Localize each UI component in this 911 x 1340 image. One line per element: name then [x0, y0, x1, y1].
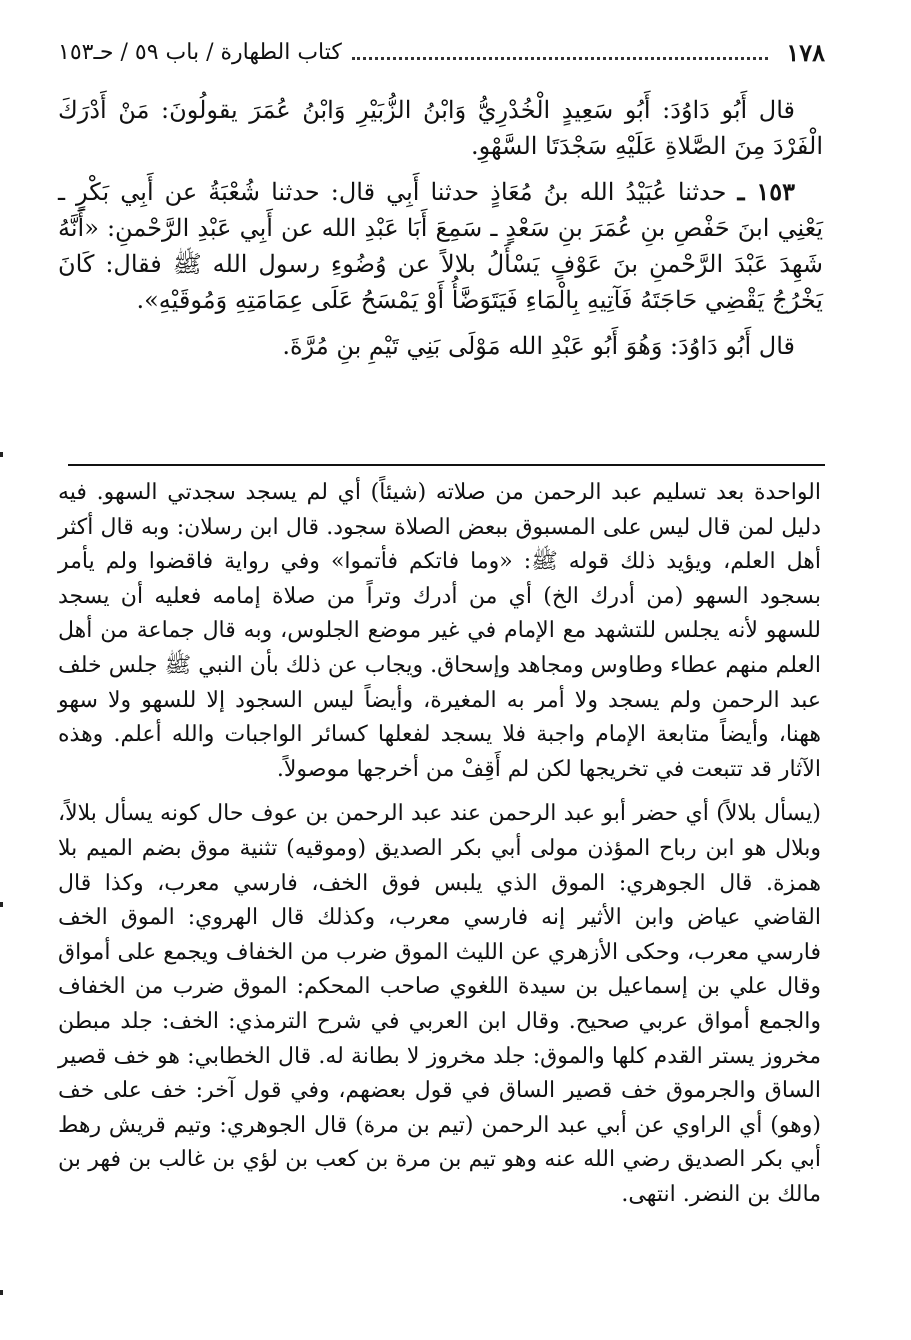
abu-dawud-comment-1: قال أَبُو دَاوُدَ: أَبُو سَعِيدٍ الْخُدْرِيُّ وَابْنُ الزُّبَيْرِ وَابْنُ عُمَرَ يقولُونَ: مَنْ أَدْرَكَ الْفَرْدَ مِنَ الصَّلاةِ عَلَيْهِ سَجْدَتَا السَّهْوِ.: [58, 96, 823, 160]
page-number: ١٧٨: [786, 37, 825, 67]
commentary-paragraph-1: الواحدة بعد تسليم عبد الرحمن من صلاته (شيئاً) أي لم يسجد سجدتي السهو. فيه دليل لمن قال ليس على المسبوق ببعض الصلاة سجود. قال ابن رسلان: وبه قال أكثر أهل العلم، ويؤيد ذلك قوله ﷺ: «وما فاتكم فأتموا» وفي رواية فاقضوا ولم يأمر بسجود السهو (من أدرك الخ) أي من أدرك وتراً من صلاة إمامه فعليه أن يسجد للسهو لأنه يجلس للتشهد مع الإمام في غير موضع الجلوس، وبه قال جماعة من أهل العلم منهم عطاء وطاوس ومجاهد وإسحاق. ويجاب عن ذلك بأن النبي ﷺ جلس خلف عبد الرحمن ولم يسجد ولا أمر به المغيرة، وأيضاً ليس السجود إلا للسهو ولا سهو ههنا، وأيضاً متابعة الإمام واجبة فلا يسجد لفعلها كسائر الواجبات والله أعلم. وهذه الآثار قد تتبعت في تخريجها لكن لم أَقِفْ من أخرجها موصولاً.: [58, 480, 821, 782]
page-header: [58, 34, 825, 70]
hadith-153: [58, 174, 823, 318]
commentary: [58, 476, 821, 1222]
hadith-number: ١٥٣ ـ: [737, 177, 795, 206]
hadith-153-text: حدثنا عُبَيْدُ الله بنُ مُعَاذٍ حدثنا أَبِي قال: حدثنا شُعْبَةُ عن أَبِي بَكْرٍ ـ يَعْنِي ابنَ حَفْصِ بنِ عُمَرَ بنِ سَعْدٍ ـ سَمِعَ أَبَا عَبْدِ الله عن أَبِي عَبْدِ الرَّحْمنِ: «أَنَّهُ شَهِدَ عَبْدَ الرَّحْمنِ بنَ عَوْفٍ يَسْأَلُ بلالاً عن وُضُوءِ رسول الله ﷺ فقال: كَانَ يَخْرُجُ يَقْضِي حَاجَتَهُ فَآتِيهِ بِالْمَاءِ فَيَتَوَضَّأُ أَوْ يَمْسَحُ عَلَى عِمَامَتِهِ وَمُوقَيْهِ».: [58, 178, 823, 314]
scan-mark: [0, 902, 3, 907]
scan-mark: [0, 1290, 3, 1295]
footnote-separator: [68, 464, 825, 466]
scan-mark: [0, 452, 3, 457]
header-dotted-leader: [352, 57, 768, 60]
abu-dawud-comment-2: قال أَبُو دَاوُدَ: وَهُوَ أَبُو عَبْدِ الله مَوْلَى بَنِي تَيْمِ بنِ مُرَّةَ.: [282, 332, 795, 360]
running-title: كتاب الطهارة / باب ٥٩ / حـ١٥٣: [58, 39, 342, 65]
commentary-paragraph-2: (يسأل بلالاً) أي حضر أبو عبد الرحمن عند عبد الرحمن بن عوف حال كونه يسأل بلالاً، وبلال هو ابن رباح المؤذن مولى أبي بكر الصديق (وموقيه) تثنية موق بضم الميم بلا همزة. قال الجوهري: الموق الذي يلبس فوق الخف، فارسي معرب، وكذا قال القاضي عياض وابن الأثير إنه فارسي معرب، وكذلك قال الهروي: الموق الخف فارسي معرب، وحكى الأزهري عن الليث الموق ضرب من الخفاف ويجمع على أمواق وقال علي بن إسماعيل بن سيدة اللغوي صاحب المحكم: الموق ضرب من الخفاف والجمع أمواق عربي صحيح. وقال ابن العربي في شرح الترمذي: الخف: جلد مبطن مخروز يستر القدم كلها والموق: جلد مخروز لا بطانة له. قال الخطابي: هو خف قصير الساق والجرموق خف قصير الساق في قول بعضهم، وفي قول آخر: خف على خف (وهو) أي الراوي عن أبي عبد الرحمن (تيم بن مرة) قال الجوهري: وتيم قريش رهط أبي بكر الصديق رضي الله عنه وهو تيم بن مرة بن كعب بن لؤي بن غالب بن فهر بن مالك بن النضر. انتهى.: [58, 801, 821, 1207]
hadith-text: [58, 92, 823, 374]
